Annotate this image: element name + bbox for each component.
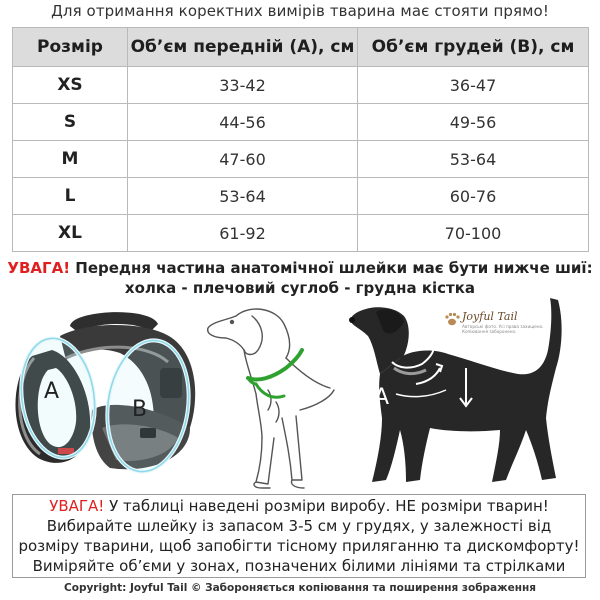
logo [440, 306, 544, 338]
header-size: Розмір [13, 28, 128, 67]
dog-sketch-image [208, 309, 334, 488]
chest-cell: 36-47 [358, 67, 589, 104]
copyright-text: Copyright: Joyful Tail © Забороняється копіювання та поширення зображення [64, 582, 536, 594]
warning-bottom-line4: Виміряйте об’єми у зонах, позначених білими лініями та стрілками [32, 557, 566, 575]
logo-sub2: Копіювання заборонено. [462, 329, 517, 334]
dog-label-a: A [374, 385, 390, 410]
size-cell: XS [13, 67, 128, 104]
table-row [13, 104, 589, 141]
warning-top-line2: холка - плечовий суглоб - грудна кістка [124, 279, 476, 297]
warning-bottom-line2: Вибирайте шлейку із запасом 3-5 см у грудях, у залежності від [46, 517, 552, 535]
front-cell: 53-64 [128, 178, 358, 215]
logo-text: Joyful Tail [462, 310, 518, 323]
size-table [12, 27, 589, 252]
dog-label-b: B [456, 439, 472, 464]
chest-cell: 60-76 [358, 178, 589, 215]
size-cell: M [13, 141, 128, 178]
logo-sub1: Авторські фото. Усі права захищено. [462, 324, 544, 329]
table-row [13, 215, 589, 252]
front-cell: 33-42 [128, 67, 358, 104]
front-cell: 47-60 [128, 141, 358, 178]
front-cell: 44-56 [128, 104, 358, 141]
illustration [0, 298, 600, 490]
size-cell: S [13, 104, 128, 141]
header-chest-volume: Об’єм грудей (B), см [358, 28, 589, 67]
table-row [13, 67, 589, 104]
chest-cell: 49-56 [358, 104, 589, 141]
table-row [13, 178, 589, 215]
warning-bottom-line1: У таблиці наведені розміри виробу. НЕ розміри тварин! [104, 497, 549, 515]
chest-cell: 53-64 [358, 141, 589, 178]
header-front-volume: Об’єм передній (A), см [128, 28, 358, 67]
chest-cell: 70-100 [358, 215, 589, 252]
warning-top [0, 258, 600, 298]
table-header-row [13, 28, 589, 67]
warning-top-label: УВАГА! [7, 259, 71, 277]
front-cell: 61-92 [128, 215, 358, 252]
harness-image [14, 312, 197, 477]
harness-label-b: B [132, 397, 148, 422]
harness-label-a: A [44, 379, 60, 404]
warning-top-line1: Передня частина анатомічної шлейки має бути нижче шиї: [70, 259, 593, 277]
table-row [13, 141, 589, 178]
size-cell: L [13, 178, 128, 215]
warning-bottom-label: УВАГА! [49, 497, 105, 515]
warning-bottom-line3: розміру тварини, щоб запобігти тісному приляганню та дискомфорту! [18, 537, 580, 555]
size-cell: XL [13, 215, 128, 252]
top-note: Для отримання коректних вимірів тварина має стояти прямо! [51, 2, 549, 20]
warning-bottom [12, 494, 586, 578]
